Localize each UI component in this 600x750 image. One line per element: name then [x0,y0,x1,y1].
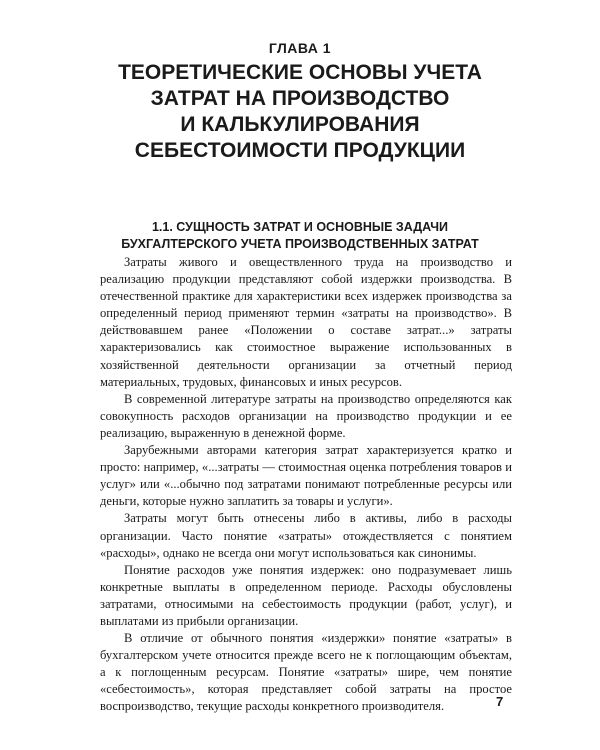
chapter-title-line: СЕБЕСТОИМОСТИ ПРОДУКЦИИ [134,139,466,162]
section-title-line: 1.1. СУЩНОСТЬ ЗАТРАТ И ОСНОВНЫЕ ЗАДАЧИ [151,220,448,234]
chapter-title [60,60,540,164]
paragraph: Понятие расходов уже понятия издержек: оно подразумевает лишь конкретные выплаты в определенном периоде. Расходы обусловлены затратами, относимыми на себестоимость продукции (работ, услуг), и выплатами из прибыли организации. [100,562,512,628]
paragraph: Затраты могут быть отнесены либо в активы, либо в расходы организации. Часто понятие «затраты» отождествляется с понятием «расходы», однако не всегда они могут использоваться как синонимы. [100,511,512,560]
section-title [60,219,540,253]
chapter-title-line: ЗАТРАТ НА ПРОИЗВОДСТВО [150,87,450,110]
chapter-title-line: И КАЛЬКУЛИРОВАНИЯ [180,113,420,136]
body-text [100,254,512,716]
section-title-line: БУХГАЛТЕРСКОГО УЧЕТА ПРОИЗВОДСТВЕННЫХ ЗАТРАТ [121,237,479,251]
paragraph: Зарубежными авторами категория затрат характеризуется кратко и просто: например, «...затраты — стоимостная оценка потребления товаров и услуг» или «...обычно под затратами понимают потребленные ресурсы или деньги, которые нужно заплатить за товары и услуги». [100,443,512,509]
paragraph: В современной литературе затраты на производство определяются как совокупность расходов организации на производство продукции и ее реализацию, выраженную в денежной форме. [100,391,512,440]
page-number: 7 [496,694,504,709]
chapter-title-line: ТЕОРЕТИЧЕСКИЕ ОСНОВЫ УЧЕТА [118,61,482,84]
paragraph: В отличие от обычного понятия «издержки» понятие «затраты» в бухгалтерском учете относится прежде всего не к поглощающим объектам, а к поглощенным ресурсам. Понятие «затраты» шире, чем понятие «себестоимость», которая представляет собой затраты на простое воспроизводство, текущие расходы конкретного производителя. [100,631,512,714]
paragraph: Затраты живого и овеществленного труда на производство и реализацию продукции представляют собой издержки производства. В отечественной практике для характеристики всех издержек производства за определенный период применяют термин «затраты на производство». В действовавшем ранее «Положении о составе затрат...» затраты характеризовались как стоимостное выражение использованных в хозяйственной деятельности организации за отчетный период материальных, трудовых, финансовых и иных ресурсов. [100,255,512,389]
chapter-label: ГЛАВА 1 [268,40,332,56]
